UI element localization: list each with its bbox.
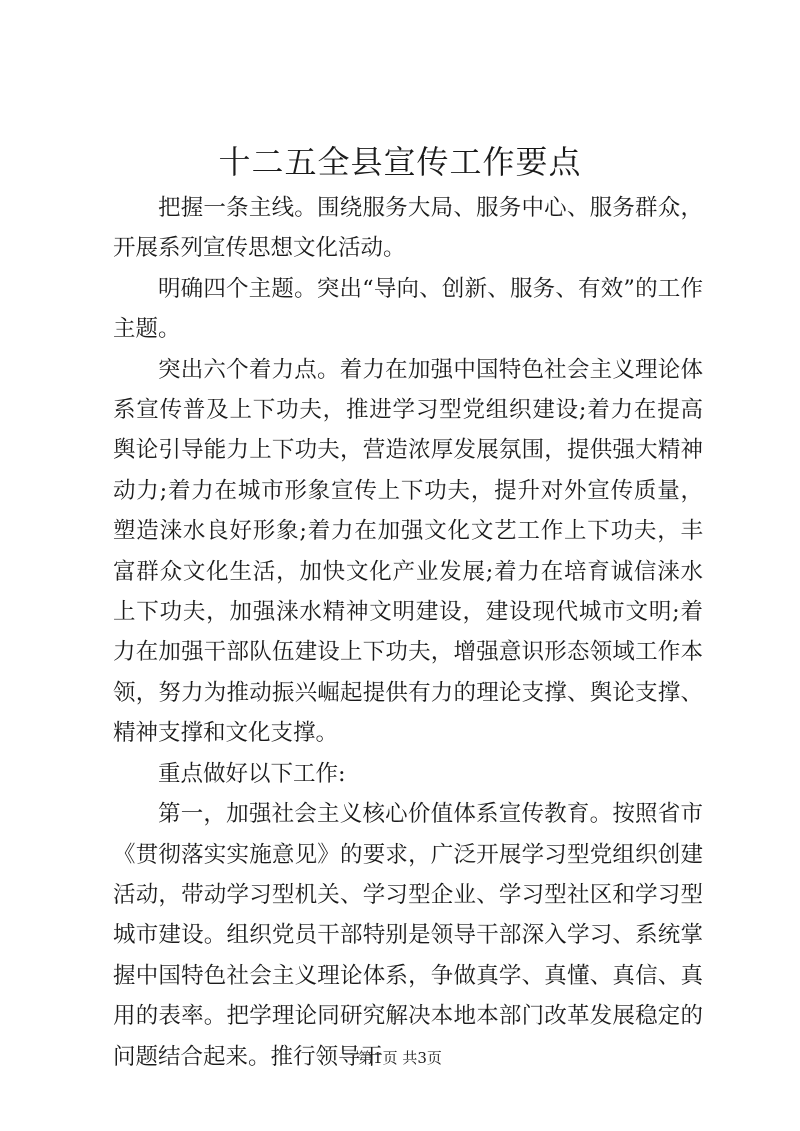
paragraph-four-themes: 明确四个主题。突出“导向、创新、服务、有效”的工作主题。 [113, 275, 703, 343]
document-title: 十二五全县宣传工作要点 [218, 143, 582, 181]
paragraph-first-item: 第一，加强社会主义核心价值体系宣传教育。按照省市《贯彻落实实施意见》的要求，广泛开展学习型党组织创建活动，带动学习型机关、学习型企业、学习型社区和学习型城市建设。组织党员干部特别是领导干部深入学习、系统掌握中国特色社会主义理论体系，争做真学、真懂、真信、真用的表率。把学理论同研究解决本地本部门改革发展稳定的问题结合起来。推行领导干 [113, 801, 703, 1070]
paragraph-main-line: 把握一条主线。围绕服务大局、服务中心、服务群众，开展系列宣传思想文化活动。 [113, 195, 703, 262]
paragraph-six-focus-points: 突出六个着力点。着力在加强中国特色社会主义理论体系宣传普及上下功夫，推进学习型党组织建设;着力在提高舆论引导能力上下功夫，营造浓厚发展氛围，提供强大精神动力;着力在城市形象宣传上下功夫，提升对外宣传质量，塑造涞水良好形象;着力在加强文化文艺工作上下功夫，丰富群众文化生活，加快文化产业发展;着力在培育诚信涞水上下功夫，加强涞水精神文明建设，建设现代城市文明;着力在加强干部队伍建设上下功夫，增强意识形态领域工作本领，努力为推动振兴崛起提供有力的理论支撑、舆论支撑、精神支撑和文化支撑。 [113, 356, 703, 747]
paragraph-key-work-intro: 重点做好以下工作: [158, 760, 346, 787]
page-number-footer: 第1页 共3页 [358, 1049, 442, 1067]
document-body [113, 188, 703, 1077]
